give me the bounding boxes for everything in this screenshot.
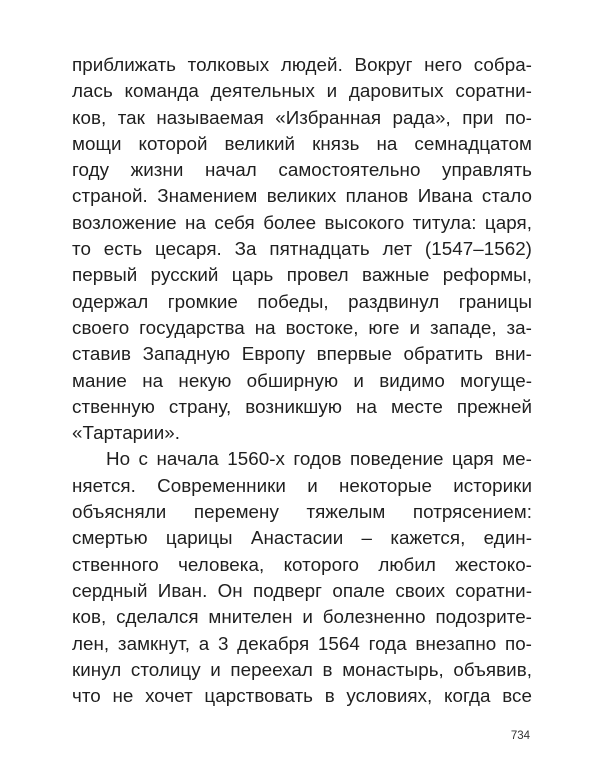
body-text bbox=[72, 52, 532, 709]
text-line: то есть цесаря. За пятнадцать лет (1547–1562) bbox=[72, 238, 532, 260]
text-line: мощи которой великий князь на семнадцатом bbox=[72, 132, 532, 154]
text-line: няется. Современники и некоторые историки bbox=[72, 474, 532, 496]
text-line: ков, так называемая «Избранная рада», при по- bbox=[72, 106, 532, 128]
page-number: 734 bbox=[510, 730, 530, 742]
text-line: что не хочет царствовать в условиях, когда все bbox=[72, 685, 532, 707]
text-line: одержал громкие победы, раздвинул границы bbox=[72, 290, 532, 312]
text-line: ственную страну, возникшую на месте прежней bbox=[72, 395, 532, 417]
text-line: кинул столицу и переехал в монастырь, объявив, bbox=[72, 658, 532, 680]
text-line: первый русский царь провел важные реформы, bbox=[72, 264, 532, 286]
text-line: лен, замкнут, а 3 декабря 1564 года внезапно по- bbox=[72, 632, 532, 654]
text-line: году жизни начал самостоятельно управлять bbox=[72, 159, 532, 181]
text-line: мание на некую обширную и видимо могуще- bbox=[72, 369, 532, 391]
paragraph-end-line: «Тартарии». bbox=[72, 422, 181, 444]
text-line: смертью царицы Анастасии – кажется, един- bbox=[72, 527, 532, 549]
text-line: сердный Иван. Он подверг опале своих соратни- bbox=[72, 579, 532, 601]
text-line: лась команда деятельных и даровитых соратни- bbox=[72, 80, 532, 102]
text-line: объясняли перемену тяжелым потрясением: bbox=[72, 501, 532, 523]
paragraph-first-line: Но с начала 1560-х годов поведение царя ме- bbox=[106, 448, 532, 470]
text-line: ственного человека, которого любил жестоко- bbox=[72, 553, 532, 575]
text-line: ставив Западную Европу впервые обратить вни- bbox=[72, 343, 532, 365]
text-line: страной. Знамением великих планов Ивана стало bbox=[72, 185, 532, 207]
text-line: возложение на себя более высокого титула: царя, bbox=[72, 211, 532, 233]
text-line: своего государства на востоке, юге и западе, за- bbox=[72, 316, 532, 338]
text-line: ков, сделался мнителен и болезненно подозрите- bbox=[72, 606, 532, 628]
text-line: приближать толковых людей. Вокруг него собра- bbox=[72, 54, 532, 75]
